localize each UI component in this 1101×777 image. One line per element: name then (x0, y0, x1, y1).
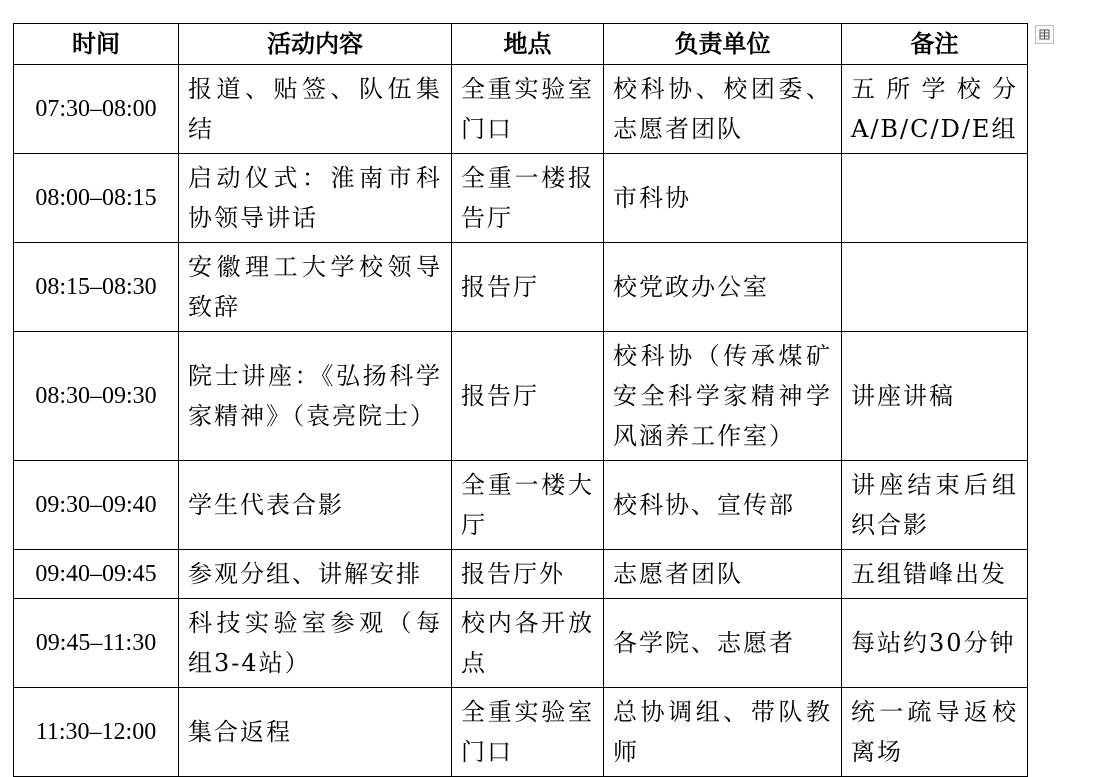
table-row (14, 688, 1028, 777)
table-row (14, 154, 1028, 243)
cell-location: 全重实验室门口 (452, 65, 604, 154)
cell-time: 11:30–12:00 (14, 688, 179, 777)
cell-note: 五所学校分A/B/C/D/E组 (842, 65, 1028, 154)
table-row (14, 243, 1028, 332)
cell-location: 报告厅外 (452, 550, 604, 599)
cell-note: 讲座讲稿 (842, 332, 1028, 461)
header-activity: 活动内容 (179, 24, 452, 65)
cell-location: 全重一楼报告厅 (452, 154, 604, 243)
cell-time: 08:00–08:15 (14, 154, 179, 243)
cell-time: 08:15–08:30 (14, 243, 179, 332)
cell-time: 09:30–09:40 (14, 461, 179, 550)
header-location: 地点 (452, 24, 604, 65)
cell-unit: 校党政办公室 (604, 243, 842, 332)
table-row (14, 332, 1028, 461)
cell-note: 讲座结束后组织合影 (842, 461, 1028, 550)
header-note: 备注 (842, 24, 1028, 65)
cell-note (842, 243, 1028, 332)
cell-time: 09:45–11:30 (14, 599, 179, 688)
cell-activity: 启动仪式：淮南市科协领导讲话 (179, 154, 452, 243)
cell-note: 每站约30分钟 (842, 599, 1028, 688)
cell-unit: 总协调组、带队教师 (604, 688, 842, 777)
header-row (14, 24, 1028, 65)
cell-activity: 科技实验室参观（每组3-4站） (179, 599, 452, 688)
cell-unit: 校科协（传承煤矿安全科学家精神学风涵养工作室） (604, 332, 842, 461)
cell-location: 校内各开放点 (452, 599, 604, 688)
header-unit: 负责单位 (604, 24, 842, 65)
table-row (14, 461, 1028, 550)
schedule-table (13, 23, 1028, 777)
header-time: 时间 (14, 24, 179, 65)
cell-activity: 报道、贴签、队伍集结 (179, 65, 452, 154)
cell-time: 07:30–08:00 (14, 65, 179, 154)
table-select-icon[interactable] (1035, 25, 1054, 44)
table-row (14, 65, 1028, 154)
cell-time: 08:30–09:30 (14, 332, 179, 461)
cell-unit: 校科协、校团委、志愿者团队 (604, 65, 842, 154)
cell-note: 统一疏导返校离场 (842, 688, 1028, 777)
cell-activity: 院士讲座：《弘扬科学家精神》（袁亮院士） (179, 332, 452, 461)
cell-note (842, 154, 1028, 243)
cell-time: 09:40–09:45 (14, 550, 179, 599)
cell-location: 报告厅 (452, 332, 604, 461)
cell-unit: 市科协 (604, 154, 842, 243)
table-row (14, 550, 1028, 599)
cell-activity: 安徽理工大学校领导致辞 (179, 243, 452, 332)
cell-location: 报告厅 (452, 243, 604, 332)
cell-unit: 各学院、志愿者 (604, 599, 842, 688)
cell-location: 全重实验室门口 (452, 688, 604, 777)
cell-activity: 学生代表合影 (179, 461, 452, 550)
cell-activity: 集合返程 (179, 688, 452, 777)
cell-unit: 志愿者团队 (604, 550, 842, 599)
cell-note: 五组错峰出发 (842, 550, 1028, 599)
table-row (14, 599, 1028, 688)
cell-location: 全重一楼大厅 (452, 461, 604, 550)
cell-activity: 参观分组、讲解安排 (179, 550, 452, 599)
cell-unit: 校科协、宣传部 (604, 461, 842, 550)
